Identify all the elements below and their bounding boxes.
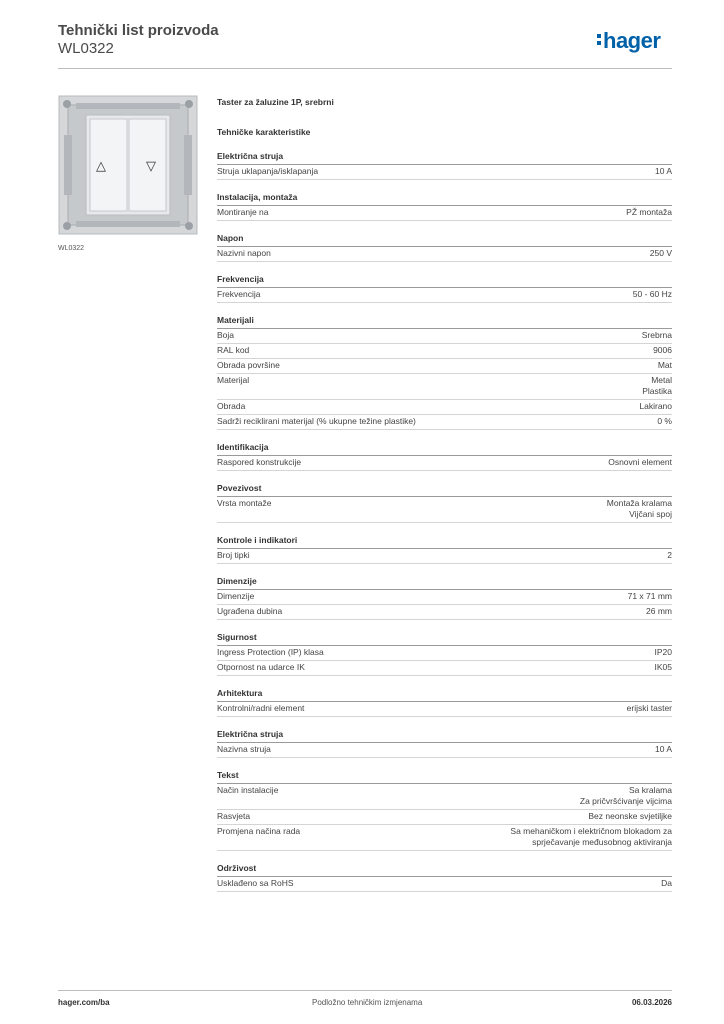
group-title: Dimenzije xyxy=(217,576,672,590)
spec-value: Osnovni element xyxy=(608,457,672,467)
spec-value: 9006 xyxy=(653,345,672,355)
spec-value: sprječavanje međusobnog aktiviranja xyxy=(532,837,672,847)
spec-group xyxy=(217,274,672,303)
spec-group xyxy=(217,535,672,564)
spec-value: erijski taster xyxy=(626,703,672,713)
arrow-up-icon: △ xyxy=(96,158,106,173)
spec-value: 250 V xyxy=(649,248,672,258)
spec-values xyxy=(646,606,672,617)
spec-value: Da xyxy=(661,878,672,888)
spec-row xyxy=(217,646,672,661)
logo-dots-icon xyxy=(597,31,602,48)
spec-group xyxy=(217,729,672,758)
spec-values xyxy=(655,166,672,177)
spec-values xyxy=(628,591,672,602)
spec-values xyxy=(642,375,672,397)
spec-group xyxy=(217,688,672,717)
spec-value: PŽ montaža xyxy=(626,207,672,217)
spec-values xyxy=(657,416,672,427)
spec-groups xyxy=(217,151,672,892)
spec-value: 50 - 60 Hz xyxy=(632,289,672,299)
spec-value: IP20 xyxy=(654,647,672,657)
spec-value: 10 A xyxy=(654,744,672,754)
group-title: Tekst xyxy=(217,770,672,784)
spec-row xyxy=(217,549,672,564)
spec-value: Mat xyxy=(657,360,672,370)
spec-values xyxy=(667,550,672,561)
spec-row xyxy=(217,661,672,676)
spec-row xyxy=(217,359,672,374)
spec-value: Metal xyxy=(651,375,672,385)
spec-value: Plastika xyxy=(642,386,672,396)
group-title: Kontrole i indikatori xyxy=(217,535,672,549)
spec-values xyxy=(653,345,672,356)
section-title: Tehničke karakteristike xyxy=(217,127,311,137)
group-title: Povezivost xyxy=(217,483,672,497)
spec-row xyxy=(217,456,672,471)
spec-row xyxy=(217,810,672,825)
spec-group xyxy=(217,576,672,620)
spec-values xyxy=(588,811,672,822)
spec-label: Obrada površine xyxy=(217,360,280,370)
spec-values xyxy=(580,785,672,807)
spec-label: Dimenzije xyxy=(217,591,255,601)
product-name: Taster za žaluzine 1P, srebrni xyxy=(217,97,334,107)
spec-row xyxy=(217,329,672,344)
spec-label: Ingress Protection (IP) klasa xyxy=(217,647,324,657)
spec-label: Rasvjeta xyxy=(217,811,251,821)
spec-group xyxy=(217,315,672,430)
spec-row xyxy=(217,415,672,430)
spec-values xyxy=(608,457,672,468)
footer-website: hager.com/ba xyxy=(58,998,110,1007)
spec-row xyxy=(217,825,672,851)
footer-note: Podložno tehničkim izmjenama xyxy=(312,998,423,1007)
group-title: Materijali xyxy=(217,315,672,329)
product-code: WL0322 xyxy=(58,40,114,57)
spec-values xyxy=(661,878,672,889)
spec-values xyxy=(655,662,673,673)
spec-values xyxy=(658,360,672,371)
spec-label: Način instalacije xyxy=(217,785,279,795)
spec-row xyxy=(217,247,672,262)
group-title: Sigurnost xyxy=(217,632,672,646)
spec-label: Obrada xyxy=(217,401,246,411)
spec-values xyxy=(655,744,672,755)
spec-value: 10 A xyxy=(654,166,672,176)
spec-group xyxy=(217,442,672,471)
spec-label: Kontrolni/radni element xyxy=(217,703,305,713)
header-divider xyxy=(58,68,672,69)
spec-label: Nazivni napon xyxy=(217,248,271,258)
spec-row xyxy=(217,497,672,523)
spec-value: Sa mehaničkom i električnom blokadom za xyxy=(510,826,672,836)
spec-value: Sa kralama xyxy=(629,785,672,795)
group-title: Arhitektura xyxy=(217,688,672,702)
arrow-down-icon: ▽ xyxy=(146,158,156,173)
spec-values xyxy=(642,330,672,341)
spec-values xyxy=(510,826,672,848)
spec-value: IK05 xyxy=(654,662,672,672)
spec-values xyxy=(655,647,673,658)
spec-label: Montiranje na xyxy=(217,207,269,217)
footer-divider xyxy=(58,990,672,991)
logo-text: hager xyxy=(603,28,661,53)
hager-logo xyxy=(597,28,660,54)
spec-value: 0 % xyxy=(657,416,672,426)
spec-row xyxy=(217,743,672,758)
spec-label: Materijal xyxy=(217,375,250,385)
spec-row xyxy=(217,590,672,605)
spec-value: Vijčani spoj xyxy=(629,509,672,519)
spec-content xyxy=(217,97,672,892)
page-title: Tehnički list proizvoda xyxy=(58,22,219,39)
spec-label: Frekvencija xyxy=(217,289,261,299)
spec-group xyxy=(217,770,672,851)
group-title: Održivost xyxy=(217,863,672,877)
footer-date: 06.03.2026 xyxy=(631,998,672,1007)
spec-label: Sadrži reciklirani materijal (% ukupne težine plastike) xyxy=(217,416,416,426)
spec-group xyxy=(217,863,672,892)
spec-label: RAL kod xyxy=(217,345,250,355)
spec-label: Promjena načina rada xyxy=(217,826,301,836)
group-title: Električna struja xyxy=(217,151,672,165)
spec-group xyxy=(217,151,672,180)
spec-value: Za pričvršćivanje vijcima xyxy=(579,796,672,806)
spec-values xyxy=(639,401,672,412)
spec-group xyxy=(217,632,672,676)
spec-row xyxy=(217,400,672,415)
spec-values xyxy=(626,207,672,218)
spec-row xyxy=(217,702,672,717)
spec-label: Usklađeno sa RoHS xyxy=(217,878,294,888)
spec-value: Montaža kralama xyxy=(606,498,672,508)
group-title: Identifikacija xyxy=(217,442,672,456)
spec-label: Vrsta montaže xyxy=(217,498,272,508)
spec-value: Bez neonske svjetiljke xyxy=(588,811,672,821)
spec-value: 71 x 71 mm xyxy=(627,591,672,601)
spec-values xyxy=(650,248,672,259)
spec-row xyxy=(217,877,672,892)
spec-row xyxy=(217,605,672,620)
image-caption: WL0322 xyxy=(58,245,85,252)
spec-label: Ugrađena dubina xyxy=(217,606,283,616)
group-title: Instalacija, montaža xyxy=(217,192,672,206)
spec-values xyxy=(627,703,672,714)
spec-row xyxy=(217,206,672,221)
group-title: Frekvencija xyxy=(217,274,672,288)
spec-label: Otpornost na udarce IK xyxy=(217,662,305,672)
spec-value: 2 xyxy=(667,550,672,560)
spec-label: Nazivna struja xyxy=(217,744,271,754)
spec-label: Boja xyxy=(217,330,235,340)
spec-values xyxy=(633,289,672,300)
spec-values xyxy=(607,498,672,520)
spec-row xyxy=(217,784,672,810)
spec-group xyxy=(217,233,672,262)
spec-row xyxy=(217,288,672,303)
group-title: Napon xyxy=(217,233,672,247)
spec-label: Struja uklapanja/isklapanja xyxy=(217,166,319,176)
product-image xyxy=(58,95,198,235)
spec-label: Broj tipki xyxy=(217,550,250,560)
spec-group xyxy=(217,483,672,523)
spec-row xyxy=(217,165,672,180)
spec-row xyxy=(217,374,672,400)
group-title: Električna struja xyxy=(217,729,672,743)
spec-value: Srebrna xyxy=(641,330,672,340)
spec-value: 26 mm xyxy=(646,606,672,616)
spec-value: Lakirano xyxy=(639,401,672,411)
spec-group xyxy=(217,192,672,221)
spec-label: Raspored konstrukcije xyxy=(217,457,302,467)
spec-row xyxy=(217,344,672,359)
